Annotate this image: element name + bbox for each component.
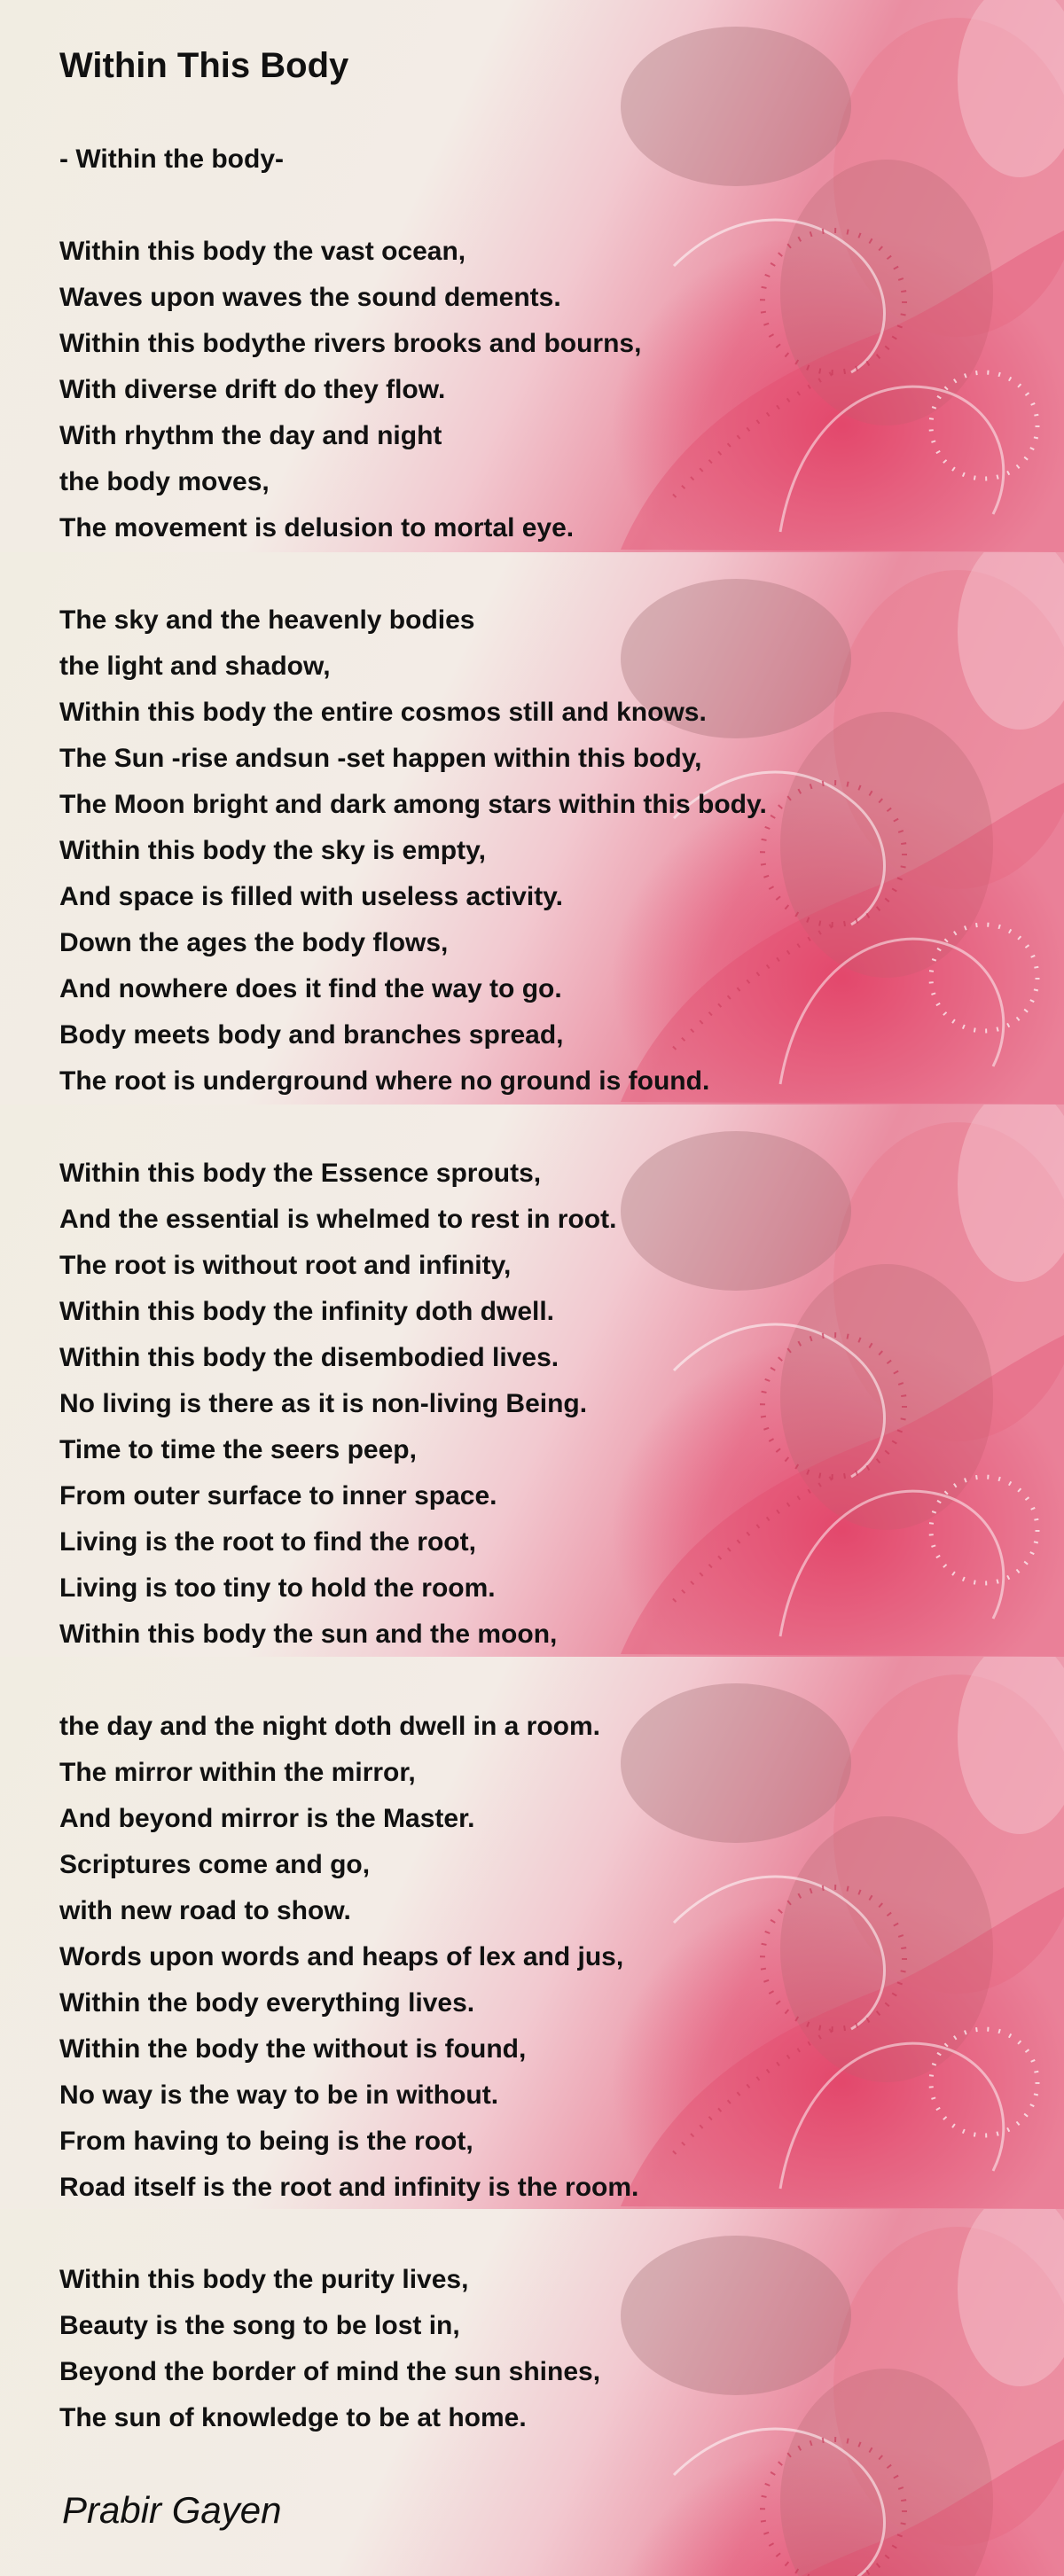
poem-line: Within this body the infinity doth dwell. [59, 1297, 555, 1326]
poem-line: No way is the way to be in without. [59, 2080, 499, 2110]
poem-line: Waves upon waves the sound dements. [59, 283, 561, 312]
poem-line: Within this body the purity lives, [59, 2265, 469, 2294]
poem-line: Body meets body and branches spread, [59, 1020, 564, 1050]
poem-line: Within this bodythe rivers brooks and bourns, [59, 329, 642, 358]
poem-line: Within this body the entire cosmos still and knows. [59, 698, 707, 727]
poem-line: With diverse drift do they flow. [59, 375, 446, 404]
poem-line: Words upon words and heaps of lex and jus, [59, 1942, 624, 1971]
poem-line: Beyond the border of mind the sun shines, [59, 2357, 601, 2386]
poem-line: Scriptures come and go, [59, 1850, 371, 1879]
poem-line: with new road to show. [59, 1896, 351, 1925]
poem-line: The sky and the heavenly bodies [59, 605, 475, 635]
poem-line: The movement is delusion to mortal eye. [59, 513, 575, 543]
poem-line: Living is too tiny to hold the room. [59, 1573, 496, 1603]
poem-line: the light and shadow, [59, 652, 331, 681]
poem-line: Living is the root to find the root, [59, 1527, 476, 1557]
poem-line: Within the body the without is found, [59, 2034, 527, 2064]
poem-line: Down the ages the body flows, [59, 928, 449, 957]
poem-line: Time to time the seers peep, [59, 1435, 417, 1464]
poem-line: The Sun -rise andsun -set happen within this body, [59, 744, 702, 773]
poem-line: And beyond mirror is the Master. [59, 1804, 475, 1833]
poem-line: Within the body everything lives. [59, 1988, 475, 2018]
poem-line: From outer surface to inner space. [59, 1481, 497, 1510]
poem-author: Prabir Gayen [62, 2489, 282, 2531]
poem-line: Beauty is the song to be lost in, [59, 2311, 460, 2340]
poem-line: The sun of knowledge to be at home. [59, 2403, 527, 2432]
poem-line: Road itself is the root and infinity is the room. [59, 2173, 639, 2202]
poem-line: The root is without root and infinity, [59, 1251, 512, 1280]
poem-line: Within this body the sun and the moon, [59, 1620, 558, 1649]
poem-line: the day and the night doth dwell in a room. [59, 1712, 601, 1741]
poem-line: - Within the body- [59, 144, 285, 174]
poem-line: Within this body the Essence sprouts, [59, 1159, 542, 1188]
poem-line: And the essential is whelmed to rest in root. [59, 1205, 617, 1234]
poem-line: Within this body the vast ocean, [59, 237, 466, 266]
poem-line: And space is filled with useless activity. [59, 882, 563, 911]
poem-line: From having to being is the root, [59, 2127, 473, 2156]
poem-line: With rhythm the day and night [59, 421, 442, 450]
poem-line: The Moon bright and dark among stars within this body. [59, 790, 767, 819]
poem-line: The mirror within the mirror, [59, 1758, 416, 1787]
poem-line: Within this body the disembodied lives. [59, 1343, 559, 1372]
poem-line: Within this body the sky is empty, [59, 836, 486, 865]
poem-line: the body moves, [59, 467, 270, 496]
poem-line: No living is there as it is non-living Being. [59, 1389, 588, 1418]
poem-line: The root is underground where no ground is found. [59, 1066, 710, 1096]
poem-line: And nowhere does it find the way to go. [59, 974, 562, 1003]
poem-title: Within This Body [59, 46, 349, 85]
